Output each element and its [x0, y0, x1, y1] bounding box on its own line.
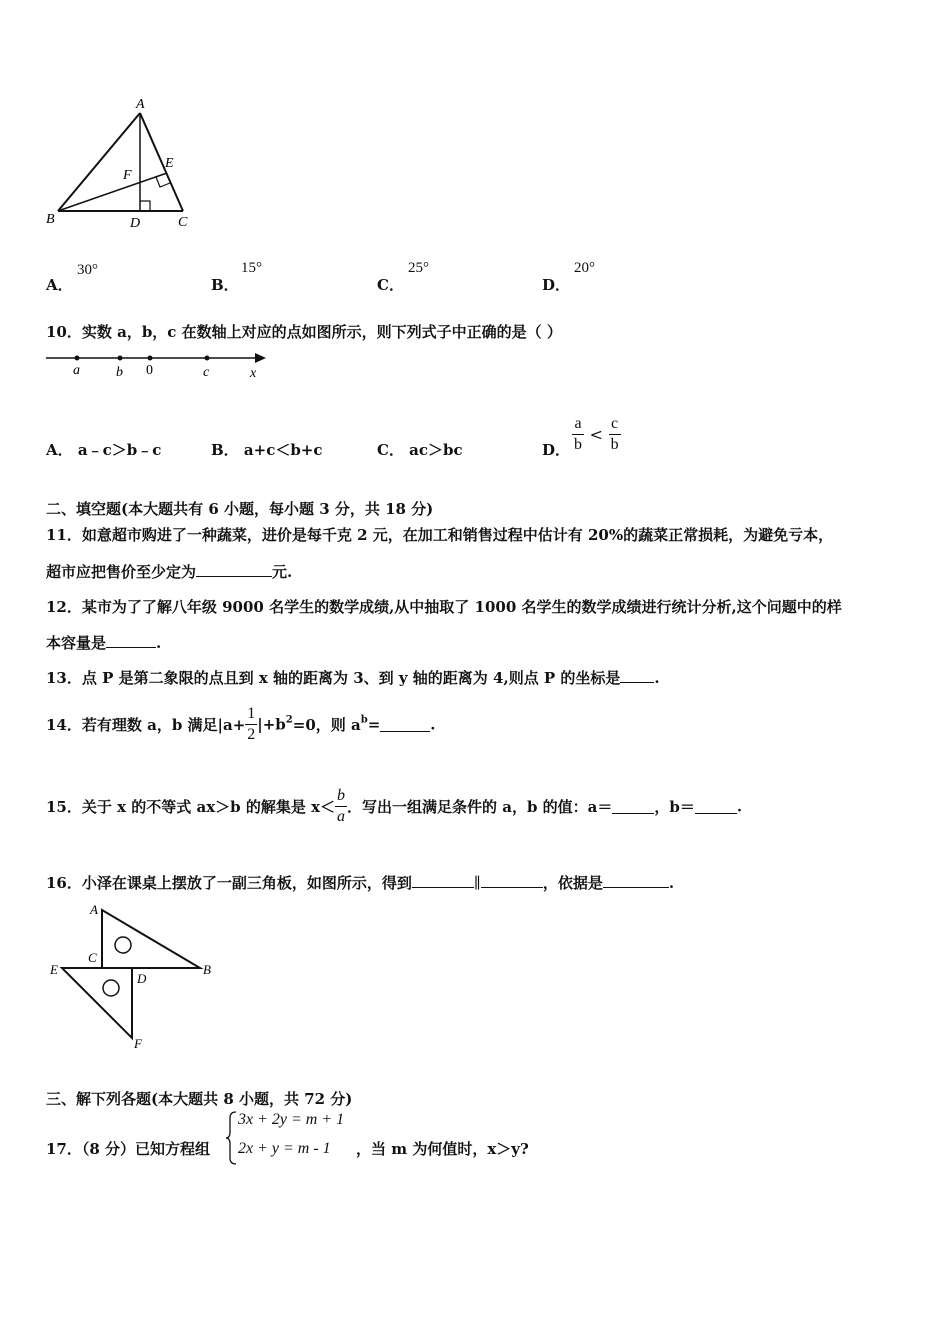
- q10-option-b[interactable]: B． a+c＜b+c: [211, 441, 323, 459]
- board-label-A: A: [90, 902, 98, 917]
- q10-option-c[interactable]: C． ac＞bc: [377, 441, 463, 459]
- q13: 13．点 P 是第二象限的点且到 x 轴的距离为 3、到 y 轴的距离为 4,则点 P 的坐标是 .: [46, 669, 660, 687]
- section-3-title: 三、解下列各题(本大题共 8 小题，共 72 分): [46, 1090, 353, 1108]
- q9-option-b-value: 15°: [241, 260, 262, 276]
- label-D: D: [130, 216, 141, 231]
- equation-1: 3x + 2y = m + 1: [238, 1111, 345, 1128]
- q11-line2: 超市应把售价至少定为 元.: [46, 563, 293, 581]
- section-2-title: 二、填空题(本大题共有 6 小题，每小题 3 分，共 18 分): [46, 500, 434, 518]
- q9-option-b[interactable]: B．: [211, 276, 239, 294]
- q10-text: 10．实数 a，b，c 在数轴上对应的点如图所示，则下列式子中正确的是（ ）: [46, 323, 562, 341]
- triangle-figure: [40, 95, 210, 235]
- q14: 14．若有理数 a，b 满足|a+ $\frac{1}{2}$ $|+b^2=0$，则 $a^b=$ .: [46, 705, 436, 743]
- board-label-B: B: [203, 962, 211, 977]
- less-than: <: [589, 425, 603, 444]
- brace: [226, 1110, 238, 1166]
- frac-c-den: b: [610, 436, 619, 453]
- q9-option-a-value: 30°: [77, 262, 98, 278]
- q9-option-a[interactable]: A．: [46, 276, 73, 294]
- axis-label-a: a: [73, 363, 80, 378]
- axis-label-zero: 0: [146, 363, 153, 378]
- board-label-F: F: [134, 1036, 142, 1051]
- label-B: B: [46, 212, 55, 227]
- q10-option-d[interactable]: D．: [542, 441, 571, 459]
- board-label-D: D: [137, 971, 147, 986]
- axis-label-x: x: [250, 366, 257, 381]
- board-label-C: C: [88, 950, 97, 965]
- q15: 15．关于 x 的不等式 ax＞b 的解集是 x＜ $\frac{b}{a}$ ．写出一组满足条件的 a，b 的值：a＝ ，b＝ .: [46, 787, 743, 825]
- label-F: F: [123, 168, 132, 183]
- q17: 17．（8 分）已知方程组: [46, 1140, 211, 1158]
- frac-c-num: c: [609, 414, 621, 435]
- equation-2: 2x + y = m - 1: [238, 1140, 331, 1157]
- frac-a-num: a: [572, 414, 584, 435]
- q9-option-d[interactable]: D．: [542, 276, 571, 294]
- q10-option-a[interactable]: A． a﹣c＞b﹣c: [46, 441, 162, 459]
- q12-line2: 本容量是 .: [46, 634, 162, 652]
- label-C: C: [178, 215, 188, 230]
- label-E: E: [165, 156, 174, 171]
- axis-label-c: c: [203, 365, 210, 380]
- frac-a-den: b: [574, 436, 582, 453]
- q9-option-c[interactable]: C．: [377, 276, 404, 294]
- axis-label-b: b: [116, 365, 123, 380]
- q16: 16．小泽在课桌上摆放了一副三角板，如图所示，得到 ∥ ，依据是 .: [46, 874, 675, 892]
- q9-option-d-value: 20°: [574, 260, 595, 276]
- q10-option-d-expression: [572, 414, 621, 455]
- q12-line1: 12．某市为了了解八年级 9000 名学生的数学成绩,从中抽取了 1000 名学生的数学成绩进行统计分析,这个问题中的样: [46, 598, 842, 616]
- number-line: [44, 348, 274, 382]
- set-squares-figure: [44, 898, 224, 1053]
- q9-option-c-value: 25°: [408, 260, 429, 276]
- q11-line1: 11．如意超市购进了一种蔬菜，进价是每千克 2 元，在加工和销售过程中估计有 20%的蔬菜正常损耗，为避免亏本，: [46, 526, 834, 544]
- board-label-E: E: [50, 962, 58, 977]
- q17-tail: ，当 m 为何值时，x＞y?: [356, 1140, 529, 1158]
- label-A: A: [136, 97, 145, 112]
